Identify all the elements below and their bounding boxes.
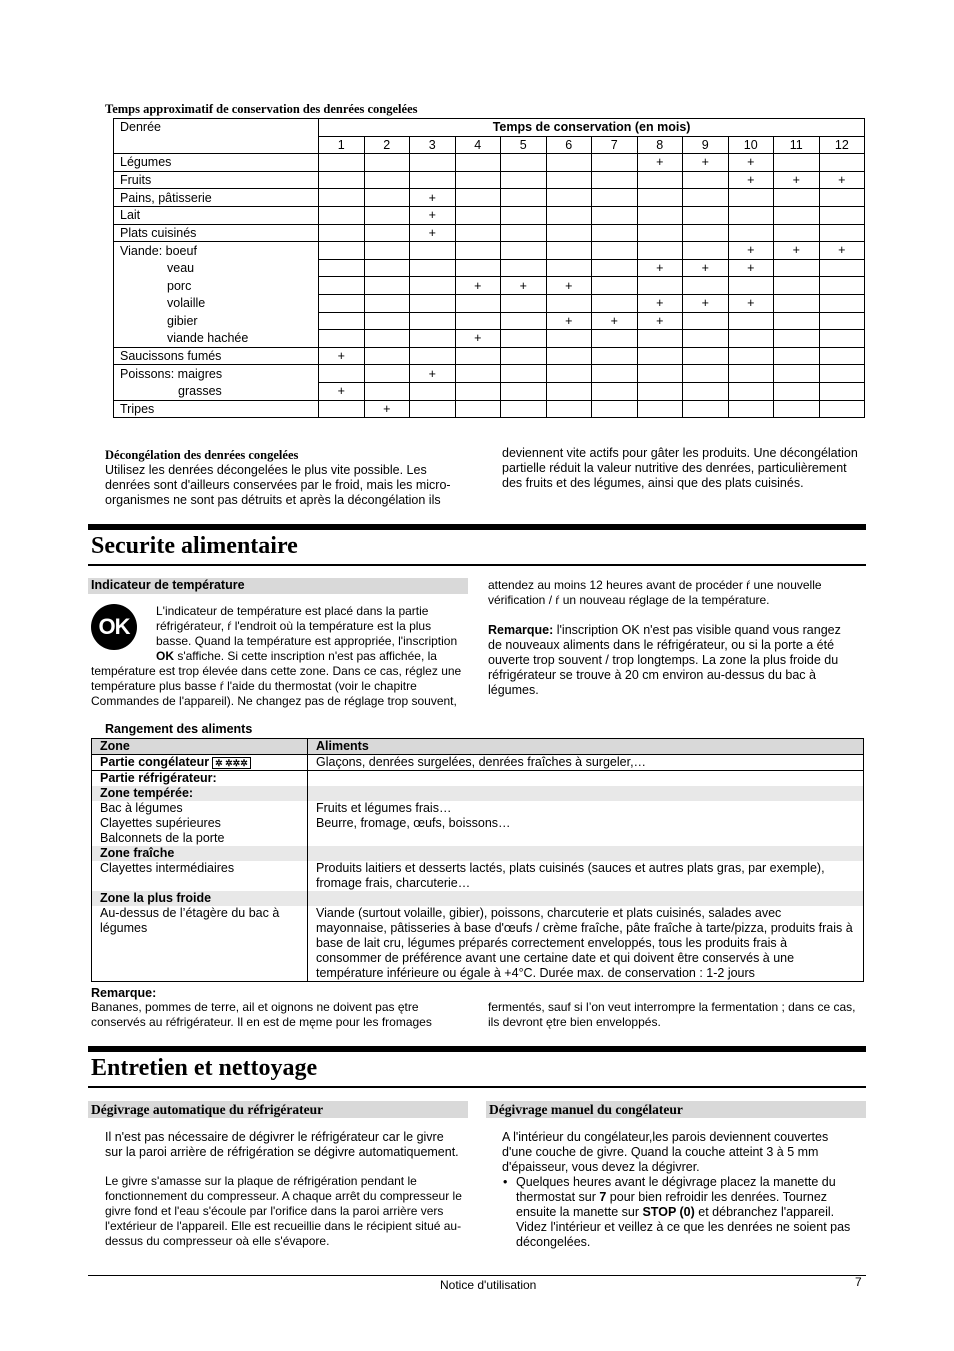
- conservation-row: [114, 400, 865, 418]
- month-cell: [319, 224, 365, 242]
- month-cell: [728, 347, 774, 365]
- food-label: volaille: [114, 294, 319, 312]
- month-cell: +: [410, 365, 456, 383]
- month-cell: +: [637, 259, 683, 277]
- month-cell: [592, 347, 638, 365]
- bullet-text-c: et débranchez l'appareil. Videz l'intérieur et veillez à ce que les denrées ne soient pas décongelées.: [516, 1205, 851, 1249]
- month-cell: [501, 206, 547, 224]
- month-cell: [546, 400, 592, 418]
- food-label: Légumes: [114, 154, 319, 172]
- food-label: Tripes: [114, 400, 319, 418]
- conservation-row: [114, 294, 865, 312]
- conservation-title: Temps approximatif de conservation des denrées congelées: [105, 102, 418, 116]
- month-header: 11: [774, 136, 820, 154]
- month-cell: [501, 154, 547, 172]
- month-cell: [410, 347, 456, 365]
- bullet-text-a: Quelques heures avant le dégivrage placez la manette du thermostat sur: [516, 1175, 836, 1204]
- month-cell: [592, 382, 638, 400]
- month-cell: [364, 330, 410, 348]
- month-cell: [637, 382, 683, 400]
- month-cell: [819, 189, 865, 207]
- month-cell: [364, 347, 410, 365]
- month-cell: [364, 171, 410, 189]
- freezer-zone: [92, 755, 308, 771]
- month-cell: [319, 154, 365, 172]
- month-cell: [319, 294, 365, 312]
- food-label: Fruits: [114, 171, 319, 189]
- month-cell: +: [728, 242, 774, 260]
- month-cell: [637, 242, 683, 260]
- month-cell: [819, 259, 865, 277]
- month-cell: +: [410, 206, 456, 224]
- food-label: gibier: [114, 312, 319, 330]
- month-cell: [728, 330, 774, 348]
- month-cell: [455, 400, 501, 418]
- food-label: viande hachée: [114, 330, 319, 348]
- fraiche-zone: Clayettes intermédiaires: [92, 861, 308, 891]
- page-number: 7: [855, 1275, 862, 1289]
- month-cell: [774, 365, 820, 383]
- food-label: Plats cuisinés: [114, 224, 319, 242]
- section-rule: [88, 564, 866, 566]
- month-cell: [501, 347, 547, 365]
- col-header-denree: Denrée: [114, 119, 319, 154]
- month-cell: +: [637, 312, 683, 330]
- temperee-label: Zone tempérée:: [92, 786, 308, 801]
- month-cell: [455, 242, 501, 260]
- month-cell: [455, 171, 501, 189]
- month-cell: [683, 171, 729, 189]
- month-cell: [592, 154, 638, 172]
- month-cell: [364, 154, 410, 172]
- indicator-text-bottom: [91, 649, 466, 709]
- month-cell: [774, 312, 820, 330]
- month-cell: +: [819, 171, 865, 189]
- month-header: 7: [592, 136, 638, 154]
- month-cell: [728, 277, 774, 295]
- month-cell: [592, 330, 638, 348]
- month-cell: +: [637, 294, 683, 312]
- month-cell: +: [410, 224, 456, 242]
- month-cell: [319, 171, 365, 189]
- month-cell: [410, 277, 456, 295]
- auto-defrost-p2: Le givre s'amasse sur la plaque de réfrigération pendant le fonctionnement du compresseur. A chaque arrêt du compresseur le givre fond et l'eau s'écoule par l'orifice dans la paroi arrière vers l'extérieur de l'appareil. Elle est recueillie dans le récipient situé au-dessus du compresseur oà elle s'évapore.: [105, 1174, 462, 1248]
- ok-indicator-icon: OK: [91, 604, 137, 650]
- month-cell: [364, 259, 410, 277]
- conservation-row: [114, 154, 865, 172]
- temperee-foods: Fruits et légumes frais… Beurre, fromage, œufs, boissons…: [308, 801, 864, 846]
- month-cell: [728, 382, 774, 400]
- month-cell: [319, 277, 365, 295]
- month-cell: [774, 259, 820, 277]
- month-cell: [592, 277, 638, 295]
- month-header: 12: [819, 136, 865, 154]
- month-cell: [637, 365, 683, 383]
- month-cell: [546, 330, 592, 348]
- manual-defrost-title: Dégivrage manuel du congélateur: [486, 1101, 866, 1118]
- month-cell: [501, 224, 547, 242]
- month-cell: [592, 259, 638, 277]
- month-cell: [319, 400, 365, 418]
- month-cell: [774, 330, 820, 348]
- month-cell: [546, 206, 592, 224]
- conservation-row: [114, 259, 865, 277]
- month-cell: [364, 224, 410, 242]
- month-cell: [319, 189, 365, 207]
- section-bar-top: [88, 524, 866, 530]
- month-header: 9: [683, 136, 729, 154]
- month-cell: [774, 382, 820, 400]
- rangement-remark-right: fermentés, sauf si l’on veut interrompre la fermentation ; dans ce cas, ils devront ętre bien enveloppés.: [488, 1000, 856, 1029]
- month-cell: +: [819, 242, 865, 260]
- food-label: Viande: boeuf: [114, 242, 319, 260]
- month-cell: [546, 365, 592, 383]
- remark-text: l'inscription OK n'est pas visible quand vous rangez de nouveaux aliments dans le réfrigérateur, ou si la porte a été ouverte trop souvent / trop longtemps. La zone la plus froide du réfrigérateur se trouve à 20 cm environ au-dessus du bac à légumes.: [488, 623, 841, 697]
- froide-shade: [308, 891, 864, 906]
- month-cell: [501, 312, 547, 330]
- conservation-row: [114, 277, 865, 295]
- food-label: Saucissons fumés: [114, 347, 319, 365]
- month-cell: [728, 206, 774, 224]
- conservation-row: [114, 189, 865, 207]
- month-cell: [455, 294, 501, 312]
- month-cell: [819, 224, 865, 242]
- month-cell: [501, 365, 547, 383]
- month-cell: [410, 242, 456, 260]
- month-cell: [774, 294, 820, 312]
- month-cell: [819, 312, 865, 330]
- fraiche-foods: Produits laitiers et desserts lactés, plats cuisinés (sauces et autres plats gras, par exemple), fromage frais, charcuterie…: [308, 861, 864, 891]
- indicator-text-2: s'affiche. Si cette inscription n'est pas affichée, la température est trop élevée dans cette zone. Dans ce cas, réglez une température plus basse ŕ l'aide du thermostat (voir le chapitre Commandes de l'appareil). Ne changez pas de réglage trop souvent,: [91, 649, 462, 708]
- month-cell: [501, 259, 547, 277]
- month-cell: [455, 259, 501, 277]
- month-cell: +: [728, 294, 774, 312]
- month-cell: [364, 294, 410, 312]
- month-cell: [637, 171, 683, 189]
- remark-label: Remarque:: [488, 623, 554, 637]
- month-cell: [364, 189, 410, 207]
- month-cell: [319, 365, 365, 383]
- col-header-months: Temps de conservation (en mois): [319, 119, 865, 137]
- month-cell: [410, 330, 456, 348]
- month-cell: [319, 330, 365, 348]
- bullet-value-7: 7: [599, 1190, 607, 1204]
- manual-defrost-p1: A l'intérieur du congélateur,les parois deviennent couvertes d'une couche de givre. Quand la couche atteint 3 à 5 mm d'épaisseur, vous devez la dégivrer.: [502, 1130, 829, 1174]
- footer-rule: [88, 1275, 866, 1276]
- decongelation-title: Décongélation des denrées congelées: [105, 448, 299, 462]
- month-cell: [683, 206, 729, 224]
- month-cell: +: [683, 154, 729, 172]
- month-cell: [774, 277, 820, 295]
- fridge-empty: [308, 771, 864, 787]
- month-cell: [819, 206, 865, 224]
- month-cell: [683, 224, 729, 242]
- month-cell: [819, 154, 865, 172]
- month-cell: [546, 259, 592, 277]
- fraiche-shade: [308, 846, 864, 861]
- month-cell: [364, 206, 410, 224]
- auto-defrost-title: Dégivrage automatique du réfrigérateur: [88, 1101, 468, 1118]
- month-cell: [819, 347, 865, 365]
- month-cell: +: [728, 171, 774, 189]
- month-cell: [410, 382, 456, 400]
- conservation-row: [114, 365, 865, 383]
- month-cell: [546, 294, 592, 312]
- month-cell: [592, 224, 638, 242]
- conservation-row: [114, 312, 865, 330]
- month-cell: [683, 365, 729, 383]
- month-cell: +: [364, 400, 410, 418]
- month-cell: [728, 312, 774, 330]
- month-cell: [501, 171, 547, 189]
- month-cell: [319, 312, 365, 330]
- manual-defrost-list: [502, 1175, 864, 1250]
- month-cell: [592, 242, 638, 260]
- month-cell: [364, 312, 410, 330]
- month-cell: [546, 171, 592, 189]
- conservation-row: [114, 171, 865, 189]
- conservation-row: [114, 330, 865, 348]
- month-cell: +: [501, 277, 547, 295]
- month-cell: [819, 382, 865, 400]
- month-cell: [819, 365, 865, 383]
- conservation-row: [114, 382, 865, 400]
- month-cell: [728, 224, 774, 242]
- indicator-text-1: L'indicateur de température est placé dans la partie réfrigérateur, ŕ l'endroit où la température est la plus basse. Quand la température est appropriée, l'inscription: [156, 604, 458, 648]
- month-header: 6: [546, 136, 592, 154]
- month-cell: +: [546, 312, 592, 330]
- month-cell: [364, 382, 410, 400]
- month-cell: [592, 294, 638, 312]
- month-cell: [819, 400, 865, 418]
- month-cell: [455, 206, 501, 224]
- month-cell: [592, 189, 638, 207]
- month-cell: [637, 224, 683, 242]
- month-cell: [683, 400, 729, 418]
- month-cell: [774, 189, 820, 207]
- month-cell: [774, 154, 820, 172]
- month-cell: [728, 400, 774, 418]
- month-cell: [819, 277, 865, 295]
- month-cell: [546, 224, 592, 242]
- freezer-foods: Glaçons, denrées surgelées, denrées fraîches à surgeler,…: [308, 755, 864, 771]
- conservation-row: [114, 224, 865, 242]
- month-cell: [455, 382, 501, 400]
- month-cell: [819, 294, 865, 312]
- month-cell: +: [592, 312, 638, 330]
- month-cell: [637, 277, 683, 295]
- freezer-label: Partie congélateur: [100, 755, 210, 769]
- month-cell: [364, 365, 410, 383]
- temperee-zones: Bac à légumes Clayettes supérieures Balconnets de la porte: [92, 801, 308, 846]
- month-cell: [410, 154, 456, 172]
- froide-label: Zone la plus froide: [92, 891, 308, 906]
- food-label: veau: [114, 259, 319, 277]
- month-cell: [683, 312, 729, 330]
- month-cell: [637, 330, 683, 348]
- month-header: 3: [410, 136, 456, 154]
- month-cell: +: [319, 347, 365, 365]
- month-header: 8: [637, 136, 683, 154]
- month-cell: [319, 259, 365, 277]
- decongelation-text-left: Utilisez les denrées décongelées le plus vite possible. Les denrées sont d'ailleurs conservées par le froid, mais les micro-organismes ne sont pas détruits et après la décongélation ils: [105, 463, 451, 507]
- food-label: grasses: [114, 382, 319, 400]
- month-cell: [455, 347, 501, 365]
- month-cell: [410, 171, 456, 189]
- month-cell: [592, 171, 638, 189]
- rangement-remark-left: Bananes, pommes de terre, ail et oignons ne doivent pas ętre conservés au réfrigérateur. Il en est de męme pour les fromages: [91, 1000, 432, 1029]
- month-cell: [364, 242, 410, 260]
- month-cell: +: [637, 154, 683, 172]
- froide-zone: Au-dessus de l’étagère du bac à légumes: [92, 906, 308, 982]
- indicator-title: Indicateur de température: [88, 578, 468, 594]
- month-cell: [546, 154, 592, 172]
- month-cell: [501, 189, 547, 207]
- month-cell: [410, 312, 456, 330]
- month-cell: [683, 189, 729, 207]
- month-cell: [774, 206, 820, 224]
- conservation-table: [113, 118, 865, 418]
- month-cell: [683, 382, 729, 400]
- fridge-label: Partie réfrigérateur:: [92, 771, 308, 787]
- food-label: Lait: [114, 206, 319, 224]
- section-heading-entretien: Entretien et nettoyage: [91, 1055, 318, 1081]
- month-cell: [410, 294, 456, 312]
- month-cell: [410, 259, 456, 277]
- auto-defrost-p1: Il n'est pas nécessaire de dégivrer le réfrigérateur car le givre sur la paroi arrière de réfrigération se dégivre automatiquement.: [105, 1130, 459, 1159]
- month-cell: [501, 400, 547, 418]
- section-heading-securite: Securite alimentaire: [91, 533, 298, 559]
- month-cell: [364, 277, 410, 295]
- freezer-star-icon: ✲ ✲✲✲: [212, 757, 251, 769]
- fraiche-label: Zone fraîche: [92, 846, 308, 861]
- month-cell: +: [455, 277, 501, 295]
- month-cell: [319, 242, 365, 260]
- month-cell: +: [774, 171, 820, 189]
- month-cell: [455, 224, 501, 242]
- decongelation-text-right: deviennent vite actifs pour gâter les produits. Une décongélation partielle réduit la valeur nutritive des denrées, particulièrement des fruits et des légumes, ainsi que des plats cuisinés.: [502, 446, 858, 490]
- month-cell: [683, 330, 729, 348]
- bullet-value-stop: STOP (0): [642, 1205, 695, 1219]
- col-aliments: Aliments: [308, 739, 864, 755]
- month-cell: [683, 277, 729, 295]
- month-header: 1: [319, 136, 365, 154]
- month-cell: [819, 330, 865, 348]
- bullet-text-b: pour bien refroidir les denrées. Tournez ensuite la manette sur: [516, 1190, 828, 1219]
- month-cell: [592, 365, 638, 383]
- month-cell: +: [774, 242, 820, 260]
- month-cell: [546, 189, 592, 207]
- indicator-right-text: attendez au moins 12 heures avant de procéder ŕ une nouvelle vérification / ŕ un nouveau réglage de la température.: [488, 578, 822, 607]
- month-cell: +: [546, 277, 592, 295]
- month-cell: [592, 400, 638, 418]
- month-cell: +: [683, 259, 729, 277]
- month-cell: [683, 242, 729, 260]
- month-cell: [592, 206, 638, 224]
- indicator-ok-word: OK: [156, 649, 174, 663]
- month-cell: [319, 206, 365, 224]
- month-header: 5: [501, 136, 547, 154]
- month-cell: [501, 242, 547, 260]
- temperee-shade: [308, 786, 864, 801]
- month-cell: [546, 242, 592, 260]
- month-cell: +: [455, 330, 501, 348]
- month-cell: [546, 382, 592, 400]
- froide-foods: Viande (surtout volaille, gibier), poissons, charcuterie et plats cuisinés, salades avec mayonnaise, pâtisseries à base d'œufs / crème fraîche, pâte fraîche à tarte/pizza, produits frais à base de lait cru, légumes préparés correctement enveloppés, tous les produits frais à consommer de préférence avant une certaine date et qui doivent être conservés à une température inférieure ou égale à +4°C. Durée max. de conservation : 1-2 jours: [308, 906, 864, 982]
- month-cell: [637, 206, 683, 224]
- food-label: porc: [114, 277, 319, 295]
- rangement-title: Rangement des aliments: [105, 722, 253, 736]
- month-header: 2: [364, 136, 410, 154]
- month-cell: [455, 189, 501, 207]
- month-header: 10: [728, 136, 774, 154]
- footer-label: Notice d'utilisation: [440, 1278, 537, 1292]
- month-cell: [455, 312, 501, 330]
- month-cell: +: [319, 382, 365, 400]
- conservation-row: [114, 206, 865, 224]
- month-cell: [410, 400, 456, 418]
- month-cell: [728, 189, 774, 207]
- storage-table: [91, 738, 864, 982]
- month-cell: [455, 365, 501, 383]
- month-cell: [728, 365, 774, 383]
- section-rule-entretien: [88, 1086, 866, 1088]
- month-cell: [637, 347, 683, 365]
- month-cell: +: [728, 154, 774, 172]
- col-zone: Zone: [92, 739, 308, 755]
- rangement-remark-label: Remarque:: [91, 986, 157, 1000]
- month-cell: [637, 189, 683, 207]
- food-label: Poissons: maigres: [114, 365, 319, 383]
- food-label: Pains, pâtisserie: [114, 189, 319, 207]
- month-cell: [774, 224, 820, 242]
- indicator-text-top: [156, 604, 461, 649]
- section-bar-entretien: [88, 1046, 866, 1052]
- conservation-row: [114, 242, 865, 260]
- month-cell: +: [410, 189, 456, 207]
- month-cell: [501, 294, 547, 312]
- month-cell: [774, 347, 820, 365]
- month-cell: [683, 347, 729, 365]
- month-cell: +: [683, 294, 729, 312]
- month-cell: [637, 400, 683, 418]
- month-cell: [501, 382, 547, 400]
- month-cell: [501, 330, 547, 348]
- month-cell: [546, 347, 592, 365]
- indicator-remark: [488, 623, 858, 698]
- conservation-row: [114, 347, 865, 365]
- month-cell: [774, 400, 820, 418]
- month-header: 4: [455, 136, 501, 154]
- manual-defrost-bullet: [516, 1175, 864, 1250]
- month-cell: +: [728, 259, 774, 277]
- month-cell: [455, 154, 501, 172]
